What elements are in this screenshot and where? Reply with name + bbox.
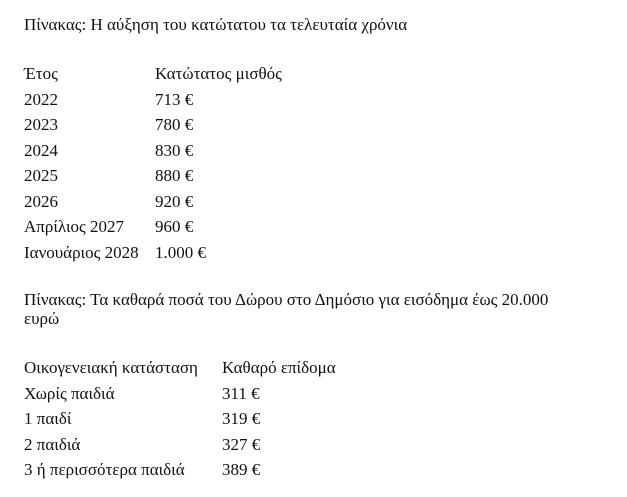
year-cell: 2025 (24, 166, 58, 186)
year-cell: Απρίλιος 2027 (24, 217, 125, 237)
minimum-wage-table-body (24, 61, 282, 266)
table-row (24, 458, 336, 484)
column-header-year: Έτος (24, 64, 58, 83)
year-cell: 2022 (24, 89, 58, 109)
table-row (24, 189, 282, 215)
wage-cell: 920 € (155, 191, 194, 211)
table-row (24, 164, 282, 190)
column-header-net-allowance: Καθαρό επίδομα (222, 358, 336, 377)
table-row (24, 138, 282, 164)
family-status-cell: 3 ή περισσότερα παιδιά (24, 460, 185, 480)
allowance-cell: 327 € (222, 434, 261, 454)
table-row (24, 381, 336, 407)
table2-caption: Πίνακας: Τα καθαρά ποσά του Δώρου στο Δημόσιο για εισόδημα έως 20.000 ευρώ (24, 290, 549, 328)
allowance-cell: 311 € (222, 383, 260, 403)
table-header-row (24, 355, 336, 381)
family-status-cell: 2 παιδιά (24, 434, 81, 454)
table-header-row (24, 61, 282, 87)
table1-caption: Πίνακας: Η αύξηση του κατώτατου τα τελευταία χρόνια (24, 15, 408, 34)
christmas-bonus-table (24, 355, 336, 483)
minimum-wage-table (24, 61, 282, 266)
table-row (24, 432, 336, 458)
year-cell: Ιανουάριος 2028 (24, 242, 139, 262)
column-header-family-status: Οικογενειακή κατάσταση (24, 358, 198, 377)
christmas-bonus-table-body (24, 355, 336, 483)
year-cell: 2026 (24, 191, 58, 211)
wage-cell: 830 € (155, 140, 194, 160)
table-row (24, 113, 282, 139)
allowance-cell: 319 € (222, 409, 261, 429)
year-cell: 2023 (24, 115, 58, 135)
wage-cell: 960 € (155, 217, 194, 237)
allowance-cell: 389 € (222, 460, 261, 480)
column-header-minimum-wage: Κατώτατος μισθός (155, 64, 282, 83)
wage-cell: 1.000 € (155, 242, 206, 262)
family-status-cell: Χωρίς παιδιά (24, 383, 115, 403)
wage-cell: 880 € (155, 166, 194, 186)
year-cell: 2024 (24, 140, 58, 160)
table-row (24, 215, 282, 241)
table-row (24, 407, 336, 433)
wage-cell: 713 € (155, 89, 194, 109)
table-row (24, 240, 282, 266)
family-status-cell: 1 παιδί (24, 409, 72, 429)
table-row (24, 87, 282, 113)
wage-cell: 780 € (155, 115, 194, 135)
